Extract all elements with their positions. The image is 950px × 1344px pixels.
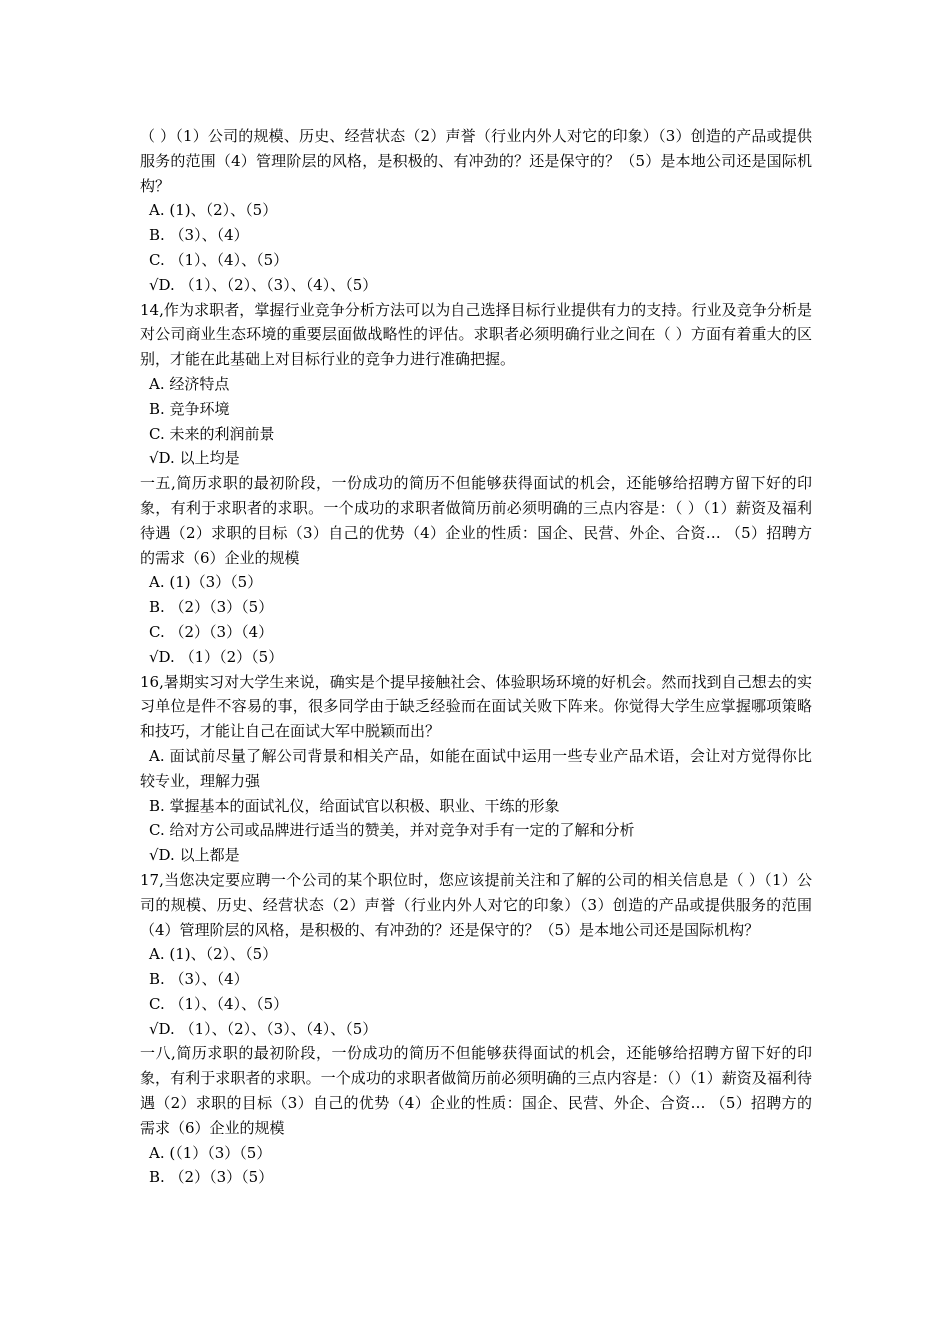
question-text: 一五,简历求职的最初阶段，一份成功的简历不但能够获得面试的机会，还能够给招聘方留下好的印象，有利于求职者的求职。一个成功的求职者做简历前必须明确的三点内容是：（ ）（1）薪资及福利待遇（2）求职的目标（3）自己的优势（4）企业的性质：国企、民营、外企、合资… （5）招聘方的需求（6）企业的规模 <box>140 474 812 567</box>
answer-option: C. （1）、（4）、（5） <box>149 994 289 1013</box>
question-list <box>140 124 812 1190</box>
question-text: 一八,简历求职的最初阶段，一份成功的简历不但能够获得面试的机会，还能够给招聘方留下好的印象，有利于求职者的求职。一个成功的求职者做简历前必须明确的三点内容是：（）（1）薪资及福利待遇（2）求职的目标（3）自己的优势（4）企业的性质：国企、民营、外企、合资… （5）招聘方的需求（6）企业的规模 <box>140 1044 812 1137</box>
answer-option: C. 未来的利润前景 <box>149 424 275 443</box>
answer-option: A. (1)、（2）、（5） <box>149 201 278 220</box>
answer-option: B. （3）、（4） <box>149 970 249 989</box>
answer-option: √D. 以上均是 <box>149 449 240 468</box>
answer-option: C. （2）（3）（4） <box>149 622 274 641</box>
answer-option: A. 经济特点 <box>149 374 230 393</box>
answer-option: √D. （1）、（2）、（3）、（4）、（5） <box>149 275 378 294</box>
answer-option: B. （2）（3）（5） <box>149 598 274 617</box>
answer-option: √D. 以上都是 <box>149 846 240 865</box>
answer-option: B. （3）、（4） <box>149 226 249 245</box>
answer-option: A. (1)（3）（5） <box>149 573 263 592</box>
answer-option: A. (1)、（2）、（5） <box>149 945 278 964</box>
answer-option: A. (（1）（3）（5） <box>149 1143 272 1162</box>
question-text: 17,当您决定要应聘一个公司的某个职位时，您应该提前关注和了解的公司的相关信息是（ ）（1）公司的规模、历史、经营状态（2）声誉（行业内外人对它的印象）（3）创造的产品或提供服务的范围（4）管理阶层的风格，是积极的、有冲劲的？还是保守的？（5）是本地公司还是国际机构？ <box>140 870 812 939</box>
answer-option: B. 竞争环境 <box>149 399 230 418</box>
question-text: A. 面试前尽量了解公司背景和相关产品，如能在面试中运用一些专业产品术语，会让对方觉得你比较专业，理解力强 <box>140 746 812 790</box>
answer-option: √D. （1）、（2）、（3）、（4）、（5） <box>149 1019 378 1038</box>
answer-option: C. （1）、（4）、（5） <box>149 250 289 269</box>
answer-option: √D. （1）（2）（5） <box>149 647 284 666</box>
question-text: （ ）（1）公司的规模、历史、经营状态（2）声誉（行业内外人对它的印象）（3）创造的产品或提供服务的范围（4）管理阶层的风格，是积极的、有冲劲的？还是保守的？（5）是本地公司还是国际机构？ <box>140 127 812 195</box>
answer-option: B. 掌握基本的面试礼仪，给面试官以积极、职业、干练的形象 <box>149 796 560 815</box>
answer-option: C. 给对方公司或品牌进行适当的赞美，并对竞争对手有一定的了解和分析 <box>149 821 635 840</box>
question-text: 16,暑期实习对大学生来说，确实是个提早接触社会、体验职场环境的好机会。然而找到自己想去的实习单位是件不容易的事，很多同学由于缺乏经验而在面试关败下阵来。你觉得大学生应掌握哪项策略和技巧，才能让自己在面试大军中脱颖而出？ <box>140 672 812 741</box>
document-page <box>140 124 812 1190</box>
answer-option: B. （2）（3）（5） <box>149 1168 274 1187</box>
question-text: 14,作为求职者，掌握行业竞争分析方法可以为自己选择目标行业提供有力的支持。行业及竞争分析是对公司商业生态环境的重要层面做战略性的评估。求职者必须明确行业之间在（ ）方面有着重大的区别，才能在此基础上对目标行业的竞争力进行准确把握。 <box>140 300 812 369</box>
